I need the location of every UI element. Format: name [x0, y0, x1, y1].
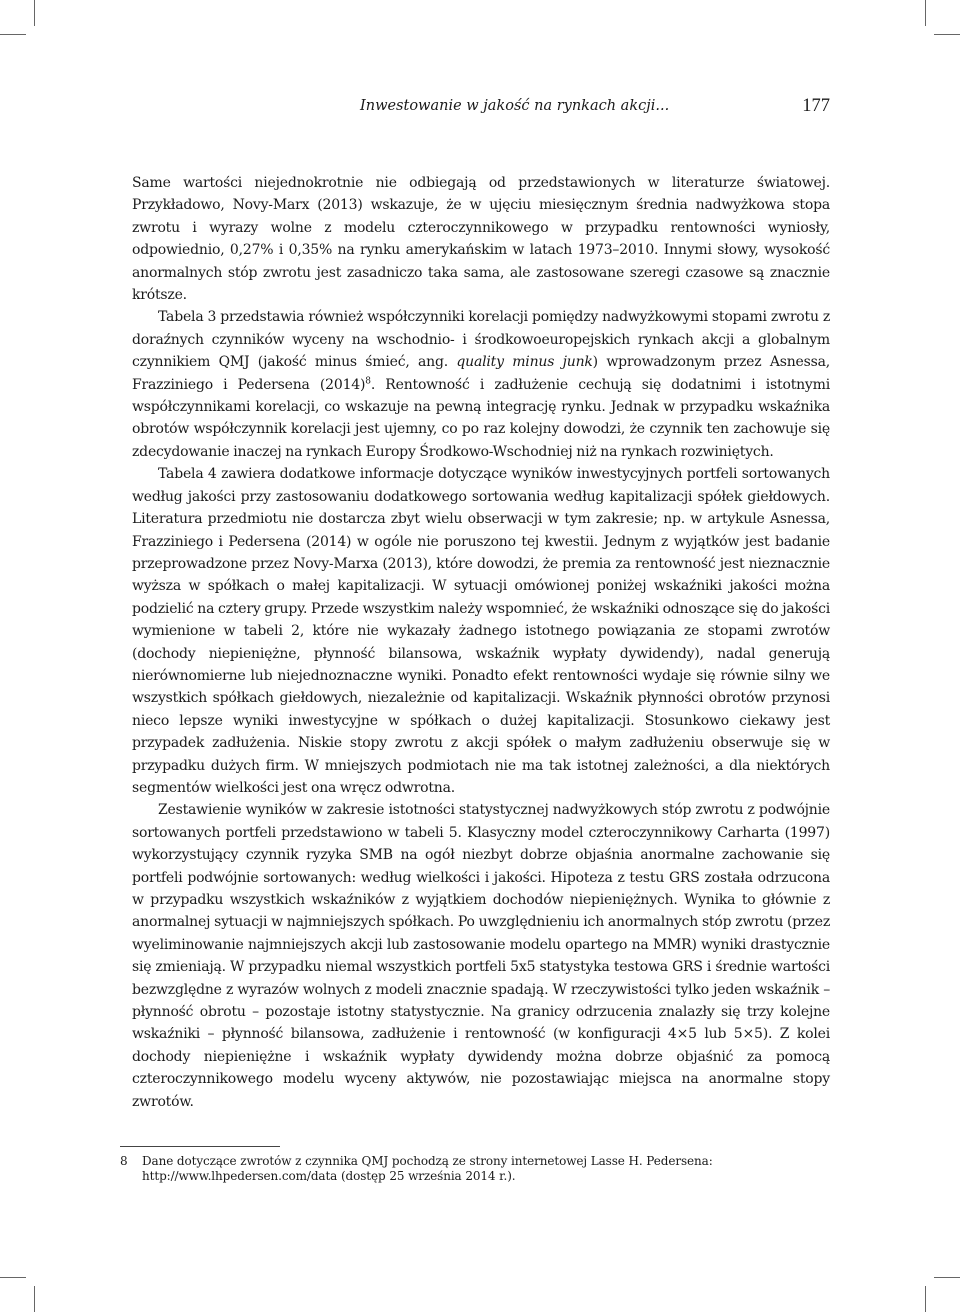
paragraph-3: Tabela 4 zawiera dodatkowe informacje dotyczące wyników inwestycyjnych portfeli sortowanych według jakości przy zastosowaniu dodatkowego sortowania według kapitalizacji spółek giełdowych. Literatura przedmiotu nie dostarcza zbyt wielu obserwacji w tym zakresie; np. w artykule Asnessa, Frazziniego i Pedersena (2014) w ogóle nie poruszono tej kwestii. Jednym z wyjątków jest badanie przeprowadzone przez Novy-Marxa (2013), które dowodzi, że premia za rentowność jest nieznacznie wyższa w spółkach o małej kapitalizacji. W sytuacji omówionej poniżej wskaźniki jakości można podzielić na cztery grupy. Przede wszystkim należy wspomnieć, że wskaźniki odnoszące się do jakości wymienione w tabeli 2, które nie wykazały żadnego istotnego powiązania ze stopami zwrotów (dochody niepieniężne, płynność bilansowa, wskaźnik wypłaty dywidendy), nadal generują nierównomierne lub niejednoznaczne wyniki. Ponadto efekt rentowności wydaje się równie silny we wszystkich spółkach giełdowych, niezależnie od kapitalizacji. Wskaźnik płynności obrotów przynosi nieco lepsze wyniki inwestycyjne w spółkach o dużej kapitalizacji. Stosunkowo ciekawy jest przypadek zadłużenia. Niskie stopy zwrotu z akcji spółek o małym zadłużeniu obserwuje się w przypadku dużych firm. W mniejszych podmiotach nie ma tak istotnej zależności, a dla niektórych segmentów wielkości jest ona wręcz odwrotna.: [132, 466, 830, 796]
paragraph-2-part-b: ) wprowadzonym przez Asnessa, Frazziniego i Pedersena (2014): [132, 354, 830, 393]
crop-mark-bottom-right-v: [925, 1286, 926, 1312]
running-title: Inwestowanie w jakość na rynkach akcji...: [360, 98, 670, 114]
footnote-separator: [120, 1146, 280, 1147]
paragraph-2-italic-term: quality minus junk: [456, 354, 593, 371]
running-header: [132, 96, 830, 122]
crop-mark-bottom-right-h: [934, 1277, 960, 1278]
crop-mark-top-left-h: [0, 34, 26, 35]
crop-mark-top-right-h: [934, 34, 960, 35]
crop-mark-top-right-v: [925, 0, 926, 26]
crop-mark-bottom-left-h: [0, 1277, 26, 1278]
crop-mark-top-left-v: [34, 0, 35, 26]
paragraph-2-part-a: Tabela 3 przedstawia również współczynniki korelacji pomiędzy nadwyżkowymi stopami zwrotu z doraźnych czynników wyceny na wschodnio- i środkowoeuropejskich rynkach akcji a globalnym czynnikiem QMJ (jakość minus śmieć, ang.: [132, 309, 830, 371]
body-text: [132, 172, 830, 1113]
paragraph-2: [132, 306, 830, 463]
footnote-reference[interactable]: 8: [365, 376, 371, 386]
paragraph-4: Zestawienie wyników w zakresie istotności statystycznej nadwyżkowych stóp zwrotu z podwójnie sortowanych portfeli przedstawiono w tabeli 5. Klasyczny model czteroczynnikowy Carharta (1997) wykorzystujący czynnik ryzyka SMB na ogół niezbyt dobrze objaśnia anormalne zachowanie się portfeli podwójnie sortowanych: według wielkości i jakości. Hipoteza z testu GRS została odrzucona w przypadku wszystkich wskaźników z wyjątkiem dochodów niepieniężnych. Wynika to głównie z anormalnej sytuacji w najmniejszych spółkach. Po uwzględnieniu ich anormalnych stóp zwrotu (przez wyeliminowanie najmniejszych akcji lub zastosowanie modelu opartego na MMR) wyniki drastycznie się zmieniają. W przypadku niemal wszystkich portfeli 5x5 statystyka testowa GRS i średnie wartości bezwzględne z wyrazów wolnych z modeli znacznie spadają. W rzeczywistości tylko jeden wskaźnik – płynność obrotu – pozostaje istotny statystycznie. Na granicy odrzucenia znalazły się trzy kolejne wskaźniki – płynność bilansowa, zadłużenie i rentowność (w konfiguracji 4×5 lub 5×5). Z kolei dochody niepieniężne i wskaźnik wypłaty dywidendy można dobrze objaśnić za pomocą czteroczynnikowego modelu wyceny aktywów, nie pozostawiając miejsca na anormalne stopy zwrotów.: [132, 802, 830, 1110]
crop-mark-bottom-left-v: [34, 1286, 35, 1312]
page-number: 177: [802, 96, 830, 116]
paragraph-2-part-c: . Rentowność i zadłużenie cechują się dodatnimi i istotnymi współczynnikami korelacji, co wskazuje na pewną integrację rynku. Jednak w przypadku wskaźnika obrotów współczynnik korelacji jest ujemny, co po raz kolejny dowodzi, że czynnik ten zachowuje się zdecydowanie inaczej na rynkach Europy Środkowo-Wschodniej niż na rynkach rozwiniętych.: [132, 376, 830, 460]
paragraph-1: Same wartości niejednokrotnie nie odbiegają od przedstawionych w literaturze światowej. Przykładowo, Novy-Marx (2013) wskazuje, że w ujęciu miesięcznym średnia nadwyżkowa stopa zwrotu i wyrazy wolne z modelu czteroczynnikowego w przypadku rentowności wyniosły, odpowiednio, 0,27% i 0,35% na rynku amerykańskim w latach 1973–2010. Innymi słowy, wysokość anormalnych stóp zwrotu jest zasadniczo taka sama, ale zastosowane szeregi czasowe są znacznie krótsze.: [132, 175, 830, 304]
footnote: [120, 1154, 832, 1184]
footnote-text: Dane dotyczące zwrotów z czynnika QMJ pochodzą ze strony internetowej Lasse H. Pedersena: http://www.lhpedersen.com/data (dostęp 25 września 2014 r.).: [142, 1154, 713, 1183]
footnote-mark: 8: [120, 1154, 128, 1168]
